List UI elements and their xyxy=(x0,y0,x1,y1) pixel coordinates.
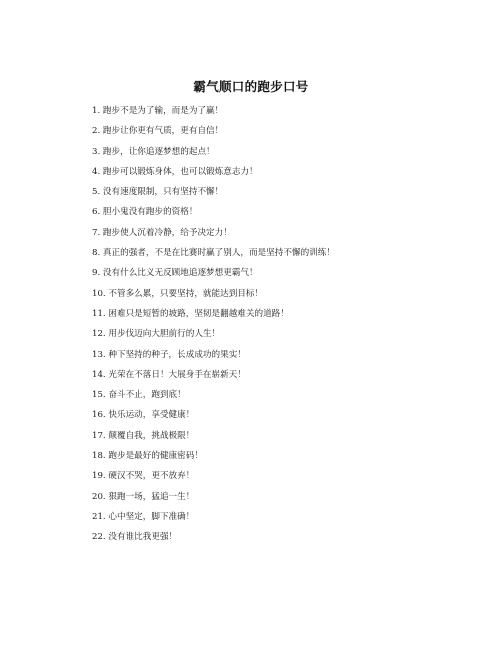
list-item: 3. 跑步，让你追逐梦想的起点！ xyxy=(92,146,215,157)
document-title: 霸气顺口的跑步口号 xyxy=(193,79,309,94)
list-item: 6. 胆小鬼没有跑步的资格！ xyxy=(92,207,198,218)
list-item: 8. 真正的强者，不是在比赛时赢了别人，而是坚持不懈的训练！ xyxy=(92,248,335,259)
list-item: 19. 硬汉不哭，更不放弃！ xyxy=(92,471,195,482)
list-item: 10. 不管多么累，只要坚持，就能达到目标！ xyxy=(92,288,264,299)
list-item: 2. 跑步让你更有气质，更有自信！ xyxy=(92,126,224,137)
list-item: 17. 颠覆自我，挑战极限！ xyxy=(92,430,195,441)
list-item: 7. 跑步使人沉着冷静，给予决定力！ xyxy=(92,227,232,238)
list-item: 14. 光荣在不落日！大展身手在崭新天！ xyxy=(92,369,246,380)
list-item: 16. 快乐运动，享受健康！ xyxy=(92,410,195,421)
slogan-list xyxy=(92,104,492,551)
list-item: 13. 种下坚持的种子，长成成功的果实！ xyxy=(92,349,246,360)
list-item: 22. 没有谁比我更强！ xyxy=(92,532,178,543)
list-item: 12. 用步伐迈向大胆前行的人生！ xyxy=(92,329,221,340)
list-item: 4. 跑步可以锻炼身体，也可以锻炼意志力！ xyxy=(92,166,258,177)
list-item: 11. 困难只是短暂的坡路，坚韧是翻越难关的道路！ xyxy=(92,308,289,319)
list-item: 20. 狠跑一场，猛追一生！ xyxy=(92,491,195,502)
list-item: 5. 没有速度限制，只有坚持不懈！ xyxy=(92,187,224,198)
list-item: 1. 跑步不是为了输，而是为了赢！ xyxy=(92,106,224,116)
list-item: 21. 心中坚定，脚下准确！ xyxy=(92,511,195,522)
list-item: 18. 跑步是最好的健康密码！ xyxy=(92,451,203,462)
list-item: 15. 奋斗不止，跑到底！ xyxy=(92,390,186,401)
list-item: 9. 没有什么比义无反顾地追逐梦想更霸气！ xyxy=(92,268,258,279)
